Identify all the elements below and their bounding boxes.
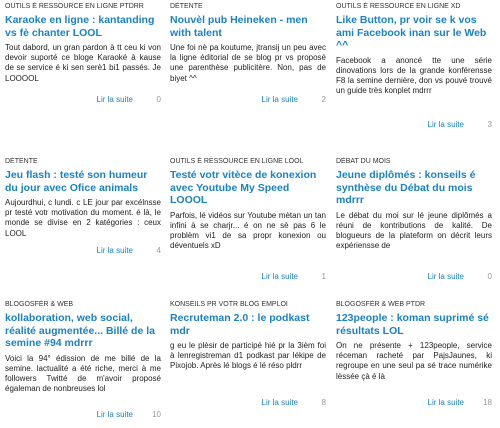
post-title[interactable]: Testé votr vitèce de konexion avec Youtube My Speed LOOOL	[170, 169, 317, 206]
post-footer	[5, 410, 161, 420]
post-card	[5, 2, 161, 137]
post-card	[336, 300, 492, 426]
comment-count[interactable]: 0	[487, 272, 492, 281]
post-category[interactable]: DÉTENTE	[5, 158, 38, 165]
read-more-link[interactable]: Lir la suite	[427, 398, 464, 407]
post-card	[170, 300, 326, 426]
post-footer	[170, 272, 326, 282]
post-excerpt: Aujourdhui, c lundi. c LE jour par excélnsse pr testé votr motivation du moment. é là, le monde se divise en 2 katégories : ceux LOOL	[5, 198, 161, 238]
comment-count[interactable]: 4	[156, 246, 161, 255]
post-title[interactable]: Jeu flash : testé son humeur du jour avec Ofice animals	[5, 169, 148, 194]
post-card	[5, 157, 161, 292]
post-title[interactable]: 123people : koman suprimé sé résultats LOL	[336, 312, 489, 337]
post-title[interactable]: Karaoke en ligne : kantanding vs fè chanter LOOL	[5, 14, 155, 39]
post-card	[336, 2, 492, 137]
read-more-link[interactable]: Lir la suite	[261, 398, 298, 407]
post-excerpt: Une foi nè pa koutume, jtransij un peu avec la ligne éditorial de se blog pr vs proposé une parenthèse publicitère. Non, pas de biyet ^^	[170, 43, 326, 83]
post-excerpt: On ne présente + 123people, service réceman racheté par PajsJaunes, ki regroupe en une seul pa sé trace numérike lèssée çà é là	[336, 341, 492, 381]
post-excerpt: Le débat du moi sur lé jeune diplômés a réuni de kontributions de kalité. De blogueurs de la plateform on décrit leurs expériensse de	[336, 210, 492, 251]
post-excerpt: Parfois, lé vidéos sur Youtube mètan un tan infini à se charjr... é on ne sè pas 6 le problèm vi1 de sa propr konexion ou déventuels xD	[170, 210, 326, 251]
post-category[interactable]: OUTILS É RESSOURCE EN LIGNE LOOL	[170, 158, 304, 165]
post-card	[336, 157, 492, 292]
post-title[interactable]: Like Button, pr voir se k vos ami Facebook inan sur le Web ^^	[336, 14, 487, 51]
comment-count[interactable]: 18	[483, 398, 492, 407]
post-excerpt: Facebook a anoncé tte une série dinovations lors de la grande konférensse F8 la semine dernière, don vs pouvé trouvé un guide très konplet mdrrr	[336, 55, 492, 96]
post-category[interactable]: DÉBAT DU MOIS	[336, 158, 391, 165]
comment-count[interactable]: 3	[487, 120, 492, 129]
post-excerpt: Tout dabord, un gran pardon à tt ceu ki von devoir suporté ce bloge Karaoké à kause de se service é ki sen serè1 bi1 passés. Je LOOOOL	[5, 43, 161, 83]
read-more-link[interactable]: Lir la suite	[261, 272, 298, 281]
post-footer	[336, 398, 492, 408]
read-more-link[interactable]: Lir la suite	[261, 95, 298, 104]
read-more-link[interactable]: Lir la suite	[427, 272, 464, 281]
post-footer	[336, 272, 492, 282]
read-more-link[interactable]: Lir la suite	[427, 120, 464, 129]
comment-count[interactable]: 2	[321, 95, 326, 104]
post-title[interactable]: Recruteman 2.0 : le podkast mdr	[170, 312, 310, 337]
post-footer	[170, 398, 326, 408]
post-category[interactable]: BLOGOSFÈR & WEB	[5, 301, 74, 308]
post-footer	[170, 95, 326, 105]
post-category[interactable]: BLOGOSFÈR & WEB PTDR	[336, 301, 426, 308]
comment-count[interactable]: 1	[321, 272, 326, 281]
post-footer	[5, 246, 161, 256]
post-excerpt: Voici la 94° édission de me billé de la semine. lactualité a été riche, merci à me followers Twitté de m'avoir proposé égaleman de nonbreuses lol	[5, 353, 161, 394]
post-title[interactable]: Nouvèl pub Heineken - men with talent	[170, 14, 308, 39]
post-footer	[5, 95, 161, 105]
post-category[interactable]: OUTILS É RESSOURCE EN LIGNE PTDRR	[5, 3, 144, 10]
post-category[interactable]: DÉTENTE	[170, 3, 203, 10]
read-more-link[interactable]: Lir la suite	[96, 246, 133, 255]
post-card	[170, 2, 326, 137]
post-title[interactable]: kollaboration, web social, réalité augmentée... Billé de la semine #94 mdrrr	[5, 312, 155, 349]
comment-count[interactable]: 8	[321, 398, 326, 407]
post-card	[5, 300, 161, 426]
comment-count[interactable]: 10	[152, 410, 161, 419]
post-category[interactable]: OUTILS É RESSOURCE EN LIGNE XD	[336, 3, 461, 10]
read-more-link[interactable]: Lir la suite	[96, 95, 133, 104]
post-excerpt: g eu le plèsir de participé hié pr la 3ièm foi à lenregistreman d1 podkast par lékipe de Pixojob. Après lé blogs é lé réso pldrr	[170, 341, 326, 371]
post-category[interactable]: KONSEILS PR VOTR BLOG EMPLOI	[170, 301, 288, 308]
comment-count[interactable]: 0	[156, 95, 161, 104]
read-more-link[interactable]: Lir la suite	[96, 410, 133, 419]
post-footer	[336, 120, 492, 130]
post-card	[170, 157, 326, 292]
post-title[interactable]: Jeune diplômés : konseils é synthèse du Débat du mois mdrrr	[336, 169, 476, 206]
